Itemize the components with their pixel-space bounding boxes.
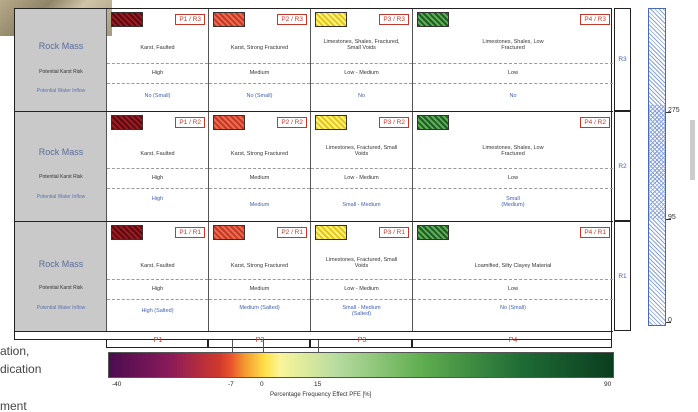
karst-risk-value: Low (507, 286, 519, 292)
cell-p1-r3 (107, 9, 209, 111)
rock-mass-label: Rock Mass (38, 147, 84, 157)
cell-code: P1 / R3 (175, 14, 205, 25)
class-swatch (213, 115, 245, 130)
water-inflow-value: High (Salted) (141, 308, 174, 314)
rock-mass-value: Limestones, Fractured, Small Voids (325, 145, 398, 158)
rock-mass-value: Karst, Strong Fractured (230, 151, 289, 157)
water-inflow-value: High (151, 196, 164, 202)
column-bracket-p3 (310, 340, 412, 348)
row-divider (413, 188, 613, 189)
karst-risk-value: Medium (249, 286, 270, 292)
row-label-column (15, 222, 107, 331)
rock-mass-label: Rock Mass (38, 259, 84, 269)
cell-p2-r3 (209, 9, 311, 111)
cell-p4-r1 (413, 222, 613, 331)
legend-title: Percentage Frequency Effect PFE [%] (270, 392, 372, 398)
cell-code: P3 / R2 (379, 117, 409, 128)
row-label-column (15, 112, 107, 221)
row-divider (209, 168, 310, 169)
cell-code: P3 / R1 (379, 227, 409, 238)
clipped-caption-line: dication (0, 362, 42, 376)
class-swatch (315, 225, 347, 240)
row-divider (209, 279, 310, 280)
legend-tick-90: 90 (604, 381, 612, 388)
row-divider (209, 188, 310, 189)
water-inflow-value: No (Small) (144, 93, 171, 99)
row-divider (209, 299, 310, 300)
column-label-p2: P2 (255, 337, 265, 344)
legend-leader (232, 340, 233, 352)
water-inflow-value: Medium (Salted) (239, 305, 280, 311)
cell-code: P1 / R2 (175, 117, 205, 128)
row-divider (311, 299, 412, 300)
scale-label-0: 0 (668, 317, 672, 324)
rock-mass-value: Karst, Faulted (140, 151, 175, 157)
rock-mass-value: Karst, Faulted (140, 45, 175, 51)
column-bracket-p1 (106, 340, 208, 348)
row-divider (107, 63, 208, 64)
pfe-color-scale (108, 352, 614, 378)
row-label-column (15, 9, 107, 111)
cell-p4-r3 (413, 9, 613, 111)
row-divider (107, 299, 208, 300)
cell-p4-r2 (413, 112, 613, 221)
karst-risk-value: Low - Medium (344, 175, 379, 181)
clipped-side-text (690, 120, 695, 180)
rock-mass-value: Limestones, Shales, Fractured, Small Voids (323, 39, 400, 52)
row-divider (209, 63, 310, 64)
row-divider (311, 168, 412, 169)
row-divider (107, 168, 208, 169)
cell-code: P2 / R1 (277, 227, 307, 238)
water-inflow-value: No (509, 93, 517, 99)
band-r1 (15, 222, 613, 332)
karst-risk-value: Low - Medium (344, 70, 379, 76)
water-inflow-label: Potential Water Inflow (36, 194, 86, 200)
clipped-caption-line: ment (0, 399, 27, 412)
cell-p1-r1 (107, 222, 209, 331)
karst-risk-value: Low (507, 70, 519, 76)
water-inflow-value: No (Small) (246, 93, 273, 99)
class-swatch (111, 115, 143, 130)
column-label-p4: P4 (508, 337, 518, 344)
cell-code: P1 / R1 (175, 227, 205, 238)
row-divider (413, 279, 613, 280)
column-label-p1: P1 (153, 337, 163, 344)
cell-code: P4 / R2 (580, 117, 610, 128)
karst-risk-value: Medium (249, 175, 270, 181)
cell-p2-r2 (209, 112, 311, 221)
rock-mass-value: Limestones, Fractured, Small Voids (325, 257, 398, 270)
column-label-p3: P3 (357, 337, 367, 344)
band-tag-r1: R1 (614, 221, 631, 331)
karst-risk-label: Potential Karst Risk (39, 285, 83, 291)
karst-risk-value: High (151, 286, 164, 292)
legend-tick-minus7: -7 (228, 381, 234, 388)
class-swatch (111, 12, 143, 27)
clipped-caption-line: ation, (0, 344, 30, 358)
class-swatch (417, 12, 449, 27)
rock-mass-value: Karst, Faulted (140, 263, 175, 269)
water-inflow-label: Potential Water Inflow (36, 88, 86, 94)
rock-mass-value: Karst, Strong Fractured (230, 45, 289, 51)
class-swatch (315, 115, 347, 130)
karst-risk-value: High (151, 70, 164, 76)
row-divider (311, 83, 412, 84)
rock-mass-value: Limestones, Shales, Low Fractured (482, 39, 544, 52)
karst-risk-value: Medium (249, 70, 270, 76)
water-inflow-value: Small - Medium (342, 202, 381, 208)
water-inflow-value: Small - Medium (Salted) (342, 305, 381, 318)
water-inflow-value: No (Small) (500, 305, 526, 311)
row-divider (311, 279, 412, 280)
band-tag-r2: R2 (614, 111, 631, 221)
cell-code: P4 / R3 (580, 14, 610, 25)
row-divider (413, 168, 613, 169)
row-divider (209, 83, 310, 84)
column-bracket-p2 (208, 340, 310, 348)
scale-label-275: 275 (668, 107, 680, 114)
karst-risk-label: Potential Karst Risk (39, 174, 83, 180)
karst-risk-value: Low (507, 175, 519, 181)
scale-crosshatch (649, 105, 665, 219)
row-divider (107, 279, 208, 280)
water-inflow-value: Medium (249, 202, 270, 208)
legend-leader (318, 340, 319, 352)
rock-mass-value: Loamified, Silty Clayey Material (474, 263, 552, 269)
legend-tick-0: 0 (260, 381, 264, 388)
rock-mass-value: Limestones, Shales, Low Fractured (482, 145, 544, 158)
column-bracket-p4 (412, 340, 612, 348)
rock-mass-label: Rock Mass (38, 41, 84, 51)
cell-p3-r1 (311, 222, 413, 331)
cell-p1-r2 (107, 112, 209, 221)
karst-risk-label: Potential Karst Risk (39, 69, 83, 75)
row-divider (413, 63, 613, 64)
band-r2 (15, 112, 613, 222)
row-divider (311, 188, 412, 189)
karst-risk-value: High (151, 175, 164, 181)
cell-code: P2 / R3 (277, 14, 307, 25)
row-divider (107, 188, 208, 189)
water-inflow-value: No (357, 93, 366, 99)
cell-p2-r1 (209, 222, 311, 331)
row-divider (311, 63, 412, 64)
row-divider (107, 83, 208, 84)
class-swatch (111, 225, 143, 240)
depth-scale-bar (648, 8, 666, 326)
rock-mass-value: Karst, Strong Fractured (230, 263, 289, 269)
row-divider (413, 83, 613, 84)
class-swatch (417, 115, 449, 130)
karst-risk-matrix (14, 8, 612, 344)
band-r3 (15, 9, 613, 112)
water-inflow-value: Small (Medium) (501, 196, 525, 209)
karst-risk-value: Low - Medium (344, 286, 379, 292)
scale-label-95: 95 (668, 214, 676, 221)
class-swatch (213, 225, 245, 240)
water-inflow-label: Potential Water Inflow (36, 305, 86, 311)
class-swatch (213, 12, 245, 27)
cell-p3-r3 (311, 9, 413, 111)
legend-leader (263, 340, 264, 352)
class-swatch (417, 225, 449, 240)
cell-code: P3 / R3 (379, 14, 409, 25)
cell-code: P4 / R1 (580, 227, 610, 238)
cell-p3-r2 (311, 112, 413, 221)
legend-tick-minus40: -40 (112, 381, 122, 388)
legend-tick-15: 15 (314, 381, 322, 388)
row-divider (413, 299, 613, 300)
cell-code: P2 / R2 (277, 117, 307, 128)
class-swatch (315, 12, 347, 27)
band-tag-r3: R3 (614, 8, 631, 111)
